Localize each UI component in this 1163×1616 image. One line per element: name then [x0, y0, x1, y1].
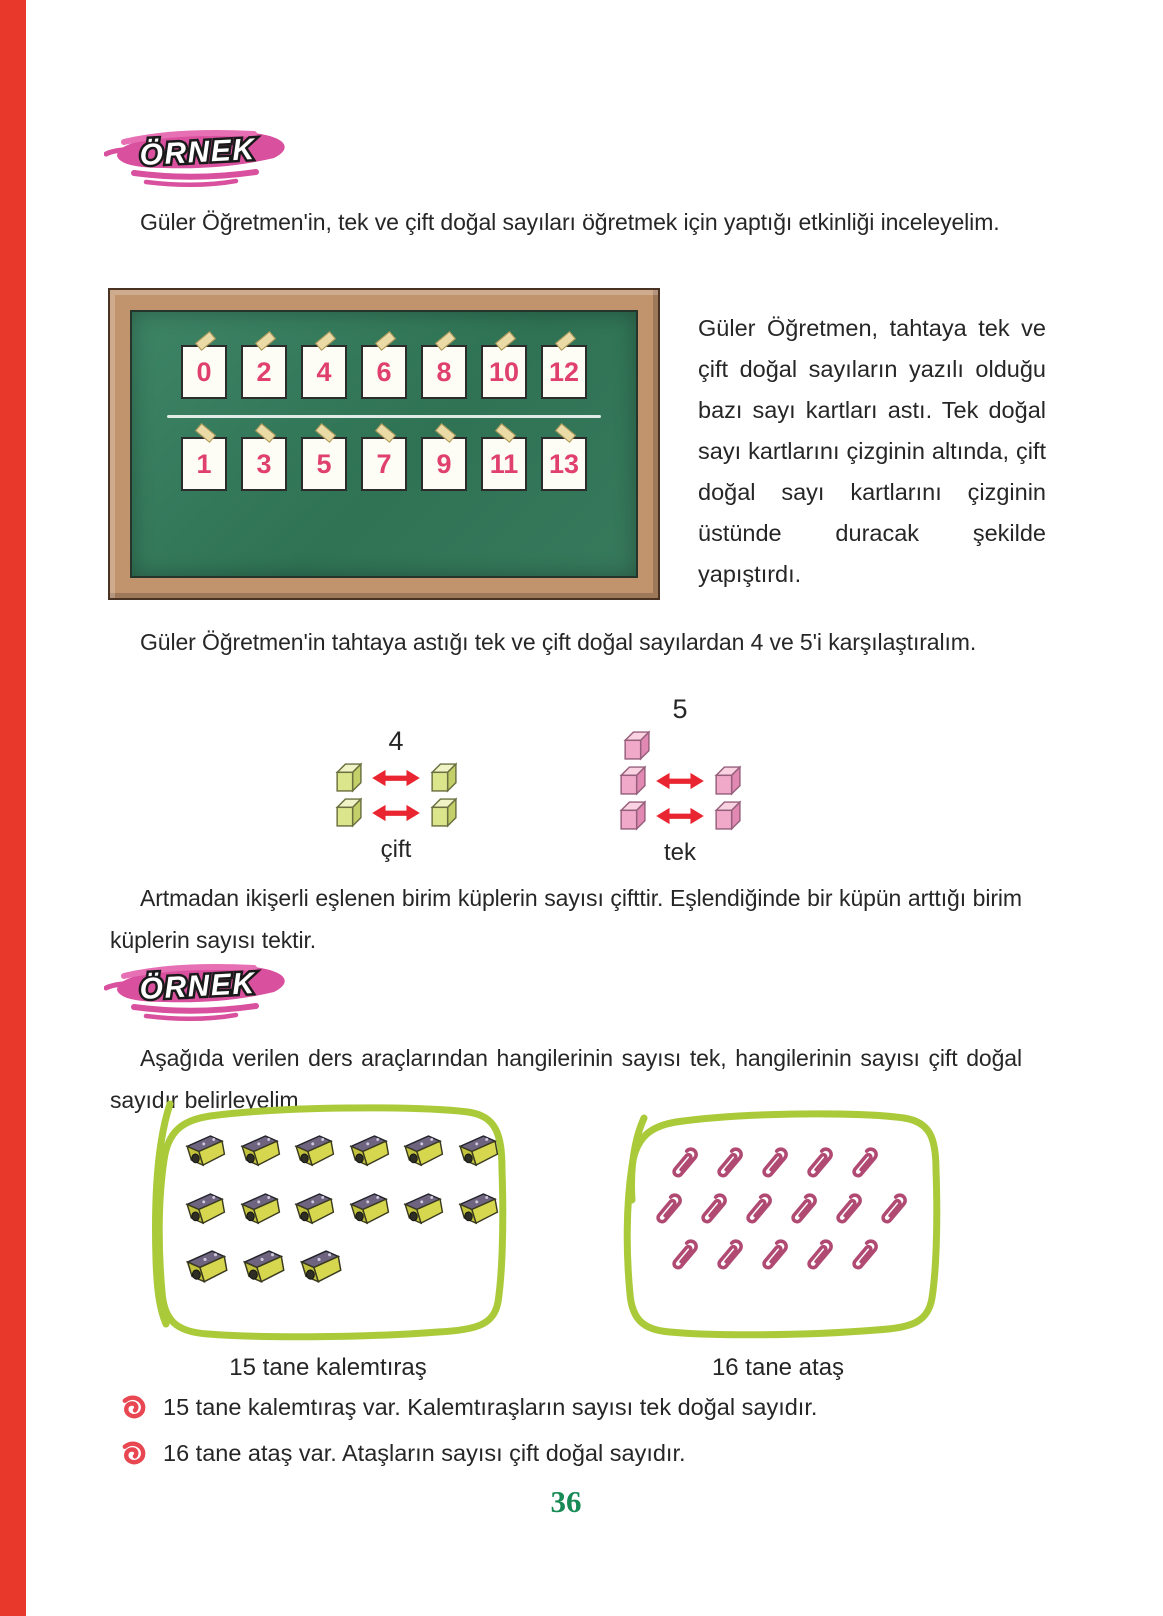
paperclip-icon: [877, 1184, 910, 1232]
chalkboard-surface: [130, 310, 638, 578]
card-number: 4: [316, 356, 332, 387]
double-arrow-icon: [655, 806, 705, 826]
even-number-cards-row: [132, 312, 636, 399]
objects-row: [652, 1138, 930, 1186]
sharpener-icon: [178, 1132, 228, 1175]
paperclips-group: [606, 1104, 950, 1348]
paperclip-icon: [713, 1230, 746, 1278]
brush-stroke-icon: [104, 952, 294, 1032]
sharpener-icon: [396, 1190, 446, 1233]
sharpener-icon: [396, 1132, 446, 1175]
objects-row: [652, 1230, 930, 1278]
sharpeners-group: [136, 1096, 520, 1350]
unit-cube-icon: [619, 765, 646, 796]
unit-cube-icon: [335, 762, 362, 793]
cube-pair-row: [335, 762, 457, 793]
sharpener-icon: [178, 1190, 228, 1233]
card-number: 6: [376, 356, 392, 387]
tape-icon: [555, 423, 576, 443]
number-card: [301, 345, 347, 399]
unit-cube-icon: [430, 797, 457, 828]
tape-icon: [255, 331, 276, 351]
sharpener-icon: [342, 1132, 392, 1175]
paperclip-icon: [713, 1138, 746, 1186]
tape-icon: [435, 331, 456, 351]
lone-cube-row: [619, 730, 741, 761]
sharpener-icon: [451, 1190, 501, 1233]
parity-label: tek: [663, 839, 696, 866]
sharpener-icon: [178, 1248, 230, 1291]
brush-stroke-icon: [104, 118, 294, 198]
paperclip-icon: [742, 1184, 775, 1232]
card-number: 2: [256, 356, 272, 387]
tape-icon: [375, 331, 396, 351]
number-card: [181, 345, 227, 399]
unit-cube-icon: [430, 762, 457, 793]
spiral-bullet-icon: [120, 1393, 147, 1420]
objects-row: [178, 1190, 500, 1233]
tape-icon: [495, 331, 516, 351]
sharpener-icon: [233, 1132, 283, 1175]
paperclip-icon: [668, 1230, 701, 1278]
paperclips-grid: [652, 1138, 930, 1276]
sharpener-icon: [342, 1190, 392, 1233]
ornek-badge-1: [104, 118, 294, 198]
number-card: [541, 345, 587, 399]
ornek-badge-label: ÖRNEK: [138, 967, 257, 1007]
double-arrow-icon: [655, 771, 705, 791]
card-number: 0: [196, 356, 212, 387]
compare-number: 4: [388, 726, 404, 756]
card-number: 13: [548, 448, 580, 479]
card-number: 10: [488, 356, 520, 387]
sharpener-icon: [292, 1248, 344, 1291]
example1-intro: Güler Öğretmen'in, tek ve çift doğal sayıları öğretmek için yaptığı etkinliği inceleyelim.: [140, 209, 1000, 235]
objects-row: [178, 1132, 500, 1175]
objects-row: [652, 1184, 930, 1232]
card-number: 8: [436, 356, 452, 387]
paperclip-icon: [803, 1230, 836, 1278]
sharpeners-grid: [178, 1132, 500, 1306]
paperclip-icon: [758, 1230, 791, 1278]
sharpener-icon: [287, 1190, 337, 1233]
double-arrow-icon: [371, 803, 421, 823]
number-card: [481, 345, 527, 399]
paperclip-icon: [697, 1184, 730, 1232]
compare-number: 5: [672, 694, 688, 724]
number-card: [361, 345, 407, 399]
number-card: [361, 437, 407, 491]
unit-cube-icon: [623, 730, 650, 761]
tape-icon: [195, 423, 216, 443]
cube-pair-row: [619, 800, 741, 831]
number-card: [421, 345, 467, 399]
example2-intro: Aşağıda verilen ders araçlarından hangilerinin sayısı tek, hangilerinin sayısı çift doğal sayıdır belirleyelim.: [110, 1045, 1022, 1113]
spiral-bullet-icon: [120, 1439, 147, 1466]
sharpeners-caption: 15 tane kalemtıraş: [229, 1354, 427, 1381]
example1-conclusion: Artmadan ikişerli eşlenen birim küplerin sayısı çifttir. Eşlendiğinde bir küpün arttığı birim küplerin sayısı tektir.: [110, 885, 1022, 953]
number-card: [421, 437, 467, 491]
paperclip-icon: [787, 1184, 820, 1232]
paperclip-icon: [832, 1184, 865, 1232]
number-card: [181, 437, 227, 491]
answer-text: 16 tane ataş var. Ataşların sayısı çift doğal sayıdır.: [163, 1440, 686, 1466]
card-number: 5: [316, 448, 332, 479]
tape-icon: [315, 423, 336, 443]
page-edge-stripe: [0, 0, 26, 1616]
paperclips-caption: 16 tane ataş: [711, 1354, 845, 1381]
unit-cube-icon: [335, 797, 362, 828]
answer-bullet-1: [120, 1392, 1040, 1422]
paperclip-icon: [758, 1138, 791, 1186]
tape-icon: [495, 423, 516, 443]
card-number: 11: [489, 448, 519, 479]
cube-pair-row: [335, 797, 457, 828]
paperclip-icon: [668, 1138, 701, 1186]
page-number: 36: [550, 1484, 582, 1519]
card-number: 12: [548, 356, 580, 387]
odd-number-cards-row: [132, 418, 636, 491]
example1-compare-intro: Güler Öğretmen'in tahtaya astığı tek ve çift doğal sayılardan 4 ve 5'i karşılaştıralım.: [140, 629, 977, 655]
paperclip-icon: [803, 1138, 836, 1186]
number-card: [481, 437, 527, 491]
example1-side-text: Güler Öğretmen, tahtaya tek ve çift doğal sayıların yazılı olduğu bazı sayı kartları astı. Tek doğal sayı kartlarını çizginin altında, çift doğal sayı kartlarını çizginin üstünde duracak şekilde yapıştırdı.: [698, 314, 1046, 587]
number-card: [541, 437, 587, 491]
parity-label: çift: [380, 836, 412, 863]
sharpener-icon: [451, 1132, 501, 1175]
paperclip-icon: [848, 1230, 881, 1278]
comparison-group-5: [612, 694, 748, 867]
comparison-group-4: [328, 726, 464, 864]
card-number: 1: [196, 448, 212, 479]
unit-cube-icon: [619, 800, 646, 831]
double-arrow-icon: [371, 768, 421, 788]
number-card: [241, 437, 287, 491]
card-number: 7: [376, 448, 392, 479]
unit-cube-icon: [714, 800, 741, 831]
sharpener-icon: [235, 1248, 287, 1291]
tape-icon: [195, 331, 216, 351]
sharpener-icon: [287, 1132, 337, 1175]
tape-icon: [435, 423, 456, 443]
answer-text: 15 tane kalemtıraş var. Kalemtıraşların sayısı tek doğal sayıdır.: [163, 1394, 818, 1420]
answer-bullet-2: [120, 1438, 1040, 1468]
tape-icon: [555, 331, 576, 351]
ornek-badge-2: [104, 952, 294, 1032]
tape-icon: [315, 331, 336, 351]
paperclip-icon: [848, 1138, 881, 1186]
tape-icon: [375, 423, 396, 443]
chalkboard: [108, 288, 660, 600]
card-number: 3: [256, 448, 272, 479]
number-card: [301, 437, 347, 491]
objects-row: [178, 1248, 500, 1291]
card-number: 9: [436, 448, 452, 479]
sharpener-icon: [233, 1190, 283, 1233]
unit-cube-icon: [714, 765, 741, 796]
paperclip-icon: [652, 1184, 685, 1232]
ornek-badge-label: ÖRNEK: [138, 133, 257, 173]
cube-pair-row: [619, 765, 741, 796]
tape-icon: [255, 423, 276, 443]
number-card: [241, 345, 287, 399]
